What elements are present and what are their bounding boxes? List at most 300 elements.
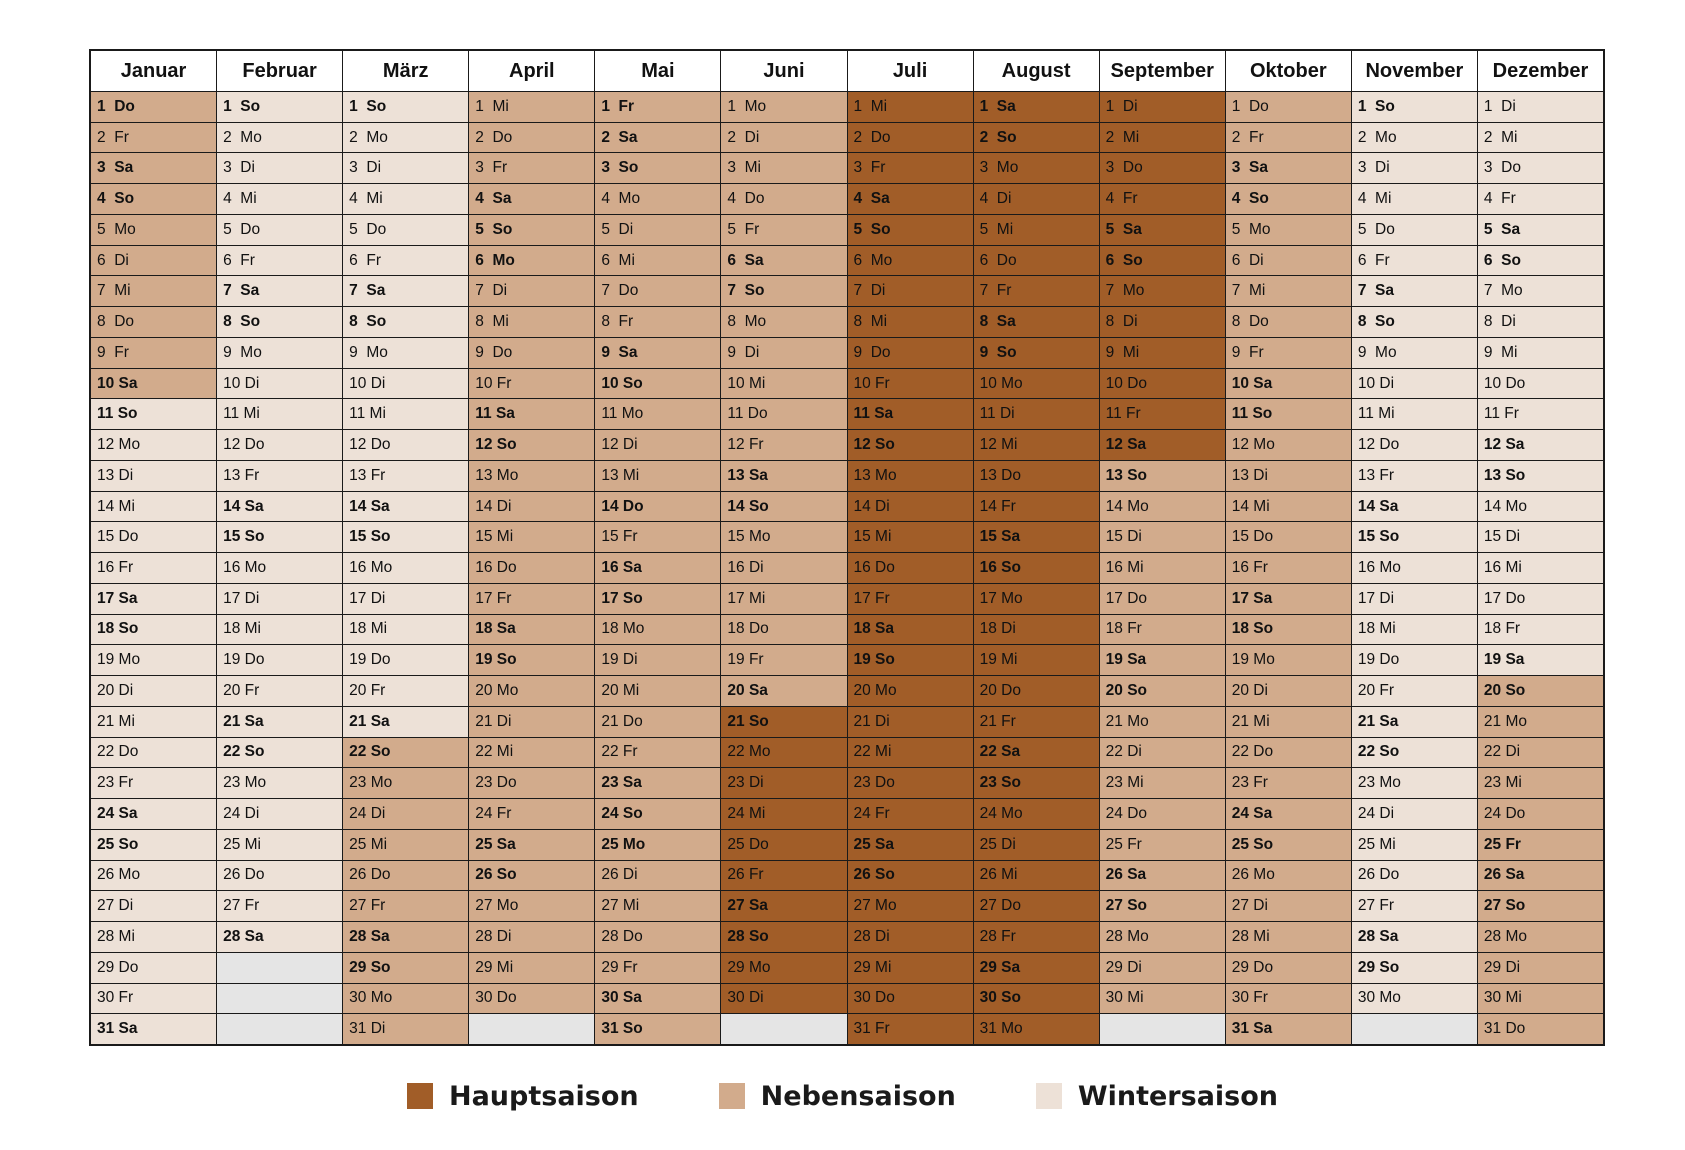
day-cell: 25 Di — [974, 830, 1099, 860]
day-cell: 9 Do — [469, 338, 594, 368]
day-cell: 25 Mi — [217, 830, 342, 860]
day-cell: 15 So — [217, 522, 342, 552]
day-cell: 30 Do — [469, 984, 594, 1014]
day-cell: 7 Sa — [217, 276, 342, 306]
day-cell: 6 Fr — [1352, 246, 1477, 276]
legend-label-wintersaison: Wintersaison — [1077, 1080, 1279, 1112]
day-cell: 9 Fr — [1226, 338, 1351, 368]
day-cell: 12 Sa — [1478, 430, 1603, 460]
legend-label-hauptsaison: Hauptsaison — [448, 1080, 639, 1112]
day-cell: 13 Fr — [217, 461, 342, 491]
day-cell: 23 Fr — [91, 768, 216, 798]
day-cell: 27 Di — [1226, 891, 1351, 921]
day-cell: 11 Do — [721, 399, 846, 429]
day-cell: 24 Sa — [91, 799, 216, 829]
day-cell: 17 Di — [343, 584, 468, 614]
day-cell: 15 Sa — [974, 522, 1099, 552]
day-cell: 1 Do — [1226, 92, 1351, 122]
day-cell: 16 Mo — [217, 553, 342, 583]
day-cell: 13 Di — [1226, 461, 1351, 491]
day-cell: 5 Do — [217, 215, 342, 245]
day-cell: 20 Fr — [217, 676, 342, 706]
day-cell: 1 Do — [91, 92, 216, 122]
day-cell: 23 Do — [469, 768, 594, 798]
day-cell: 18 Fr — [1100, 615, 1225, 645]
day-cell: 2 Do — [848, 123, 973, 153]
day-cell: 17 Do — [1100, 584, 1225, 614]
day-cell: 16 Fr — [1226, 553, 1351, 583]
day-cell: 10 Fr — [848, 369, 973, 399]
day-cell: 24 Do — [1100, 799, 1225, 829]
day-cell: 9 Mi — [1100, 338, 1225, 368]
day-cell: 23 Mi — [1478, 768, 1603, 798]
day-cell: 6 Mo — [848, 246, 973, 276]
day-cell: 22 Do — [91, 738, 216, 768]
day-cell: 3 Sa — [91, 153, 216, 183]
day-cell: 27 Mo — [469, 891, 594, 921]
day-cell: 12 Fr — [721, 430, 846, 460]
day-cell: 26 Do — [1352, 861, 1477, 891]
day-cell: 2 Mi — [1100, 123, 1225, 153]
day-cell: 19 So — [848, 645, 973, 675]
day-cell: 16 Fr — [91, 553, 216, 583]
day-cell: 14 Mo — [1478, 492, 1603, 522]
day-cell: 1 Sa — [974, 92, 1099, 122]
day-cell: 10 Sa — [1226, 369, 1351, 399]
day-cell: 31 Do — [1478, 1014, 1603, 1044]
day-cell: 14 Mi — [91, 492, 216, 522]
day-cell: 25 Mi — [1352, 830, 1477, 860]
day-cell: 22 Mi — [469, 738, 594, 768]
day-cell: 31 Sa — [91, 1014, 216, 1044]
day-cell: 7 Mi — [1226, 276, 1351, 306]
day-cell: 24 Mi — [721, 799, 846, 829]
day-cell: 28 Di — [469, 922, 594, 952]
day-cell: 11 Di — [974, 399, 1099, 429]
day-cell: 30 Mi — [1478, 984, 1603, 1014]
day-cell: 26 Do — [343, 861, 468, 891]
day-cell: 28 Fr — [974, 922, 1099, 952]
day-cell: 6 Sa — [721, 246, 846, 276]
day-cell: 16 Di — [721, 553, 846, 583]
day-cell: 15 Do — [1226, 522, 1351, 552]
empty-cell — [1100, 1014, 1225, 1044]
day-cell: 9 Fr — [91, 338, 216, 368]
day-cell: 14 Sa — [343, 492, 468, 522]
day-cell: 22 Mo — [721, 738, 846, 768]
day-cell: 18 Mi — [343, 615, 468, 645]
day-cell: 14 Fr — [974, 492, 1099, 522]
day-cell: 23 Fr — [1226, 768, 1351, 798]
day-cell: 25 Do — [721, 830, 846, 860]
day-cell: 16 So — [974, 553, 1099, 583]
day-cell: 27 Do — [974, 891, 1099, 921]
day-cell: 31 Fr — [848, 1014, 973, 1044]
day-cell: 26 So — [469, 861, 594, 891]
day-cell: 26 So — [848, 861, 973, 891]
day-cell: 11 Mi — [343, 399, 468, 429]
day-cell: 4 So — [91, 184, 216, 214]
day-cell: 10 Do — [1100, 369, 1225, 399]
day-cell: 19 Sa — [1100, 645, 1225, 675]
day-cell: 1 Mi — [848, 92, 973, 122]
day-cell: 30 Di — [721, 984, 846, 1014]
day-cell: 26 Sa — [1478, 861, 1603, 891]
empty-cell — [721, 1014, 846, 1044]
day-cell: 6 Di — [1226, 246, 1351, 276]
legend-item-hauptsaison — [407, 1081, 639, 1112]
day-cell: 26 Fr — [721, 861, 846, 891]
day-cell: 29 Do — [91, 953, 216, 983]
day-cell: 11 Mo — [595, 399, 720, 429]
day-cell: 20 Mi — [595, 676, 720, 706]
day-cell: 14 Di — [469, 492, 594, 522]
day-cell: 14 Do — [595, 492, 720, 522]
day-cell: 21 Sa — [1352, 707, 1477, 737]
day-cell: 28 Sa — [217, 922, 342, 952]
day-cell: 31 Di — [343, 1014, 468, 1044]
day-cell: 4 Mi — [1352, 184, 1477, 214]
legend-swatch-hauptsaison — [407, 1083, 433, 1109]
day-cell: 23 So — [974, 768, 1099, 798]
day-cell: 28 Di — [848, 922, 973, 952]
day-cell: 16 Mo — [343, 553, 468, 583]
day-cell: 2 Sa — [595, 123, 720, 153]
empty-cell — [217, 953, 342, 983]
day-cell: 31 Mo — [974, 1014, 1099, 1044]
day-cell: 4 Sa — [469, 184, 594, 214]
day-cell: 9 Mo — [343, 338, 468, 368]
day-cell: 17 Mi — [721, 584, 846, 614]
month-header: November — [1352, 51, 1477, 91]
day-cell: 13 Sa — [721, 461, 846, 491]
season-legend — [0, 1075, 1685, 1117]
day-cell: 10 Sa — [91, 369, 216, 399]
day-cell: 11 Fr — [1100, 399, 1225, 429]
day-cell: 19 Sa — [1478, 645, 1603, 675]
day-cell: 6 Fr — [343, 246, 468, 276]
day-cell: 10 Di — [343, 369, 468, 399]
day-cell: 24 Sa — [1226, 799, 1351, 829]
day-cell: 25 So — [1226, 830, 1351, 860]
day-cell: 21 Sa — [217, 707, 342, 737]
day-cell: 19 Mo — [91, 645, 216, 675]
day-cell: 12 Mi — [974, 430, 1099, 460]
day-cell: 9 Mi — [1478, 338, 1603, 368]
day-cell: 5 Mo — [1226, 215, 1351, 245]
day-cell: 30 Mo — [343, 984, 468, 1014]
day-cell: 10 Fr — [469, 369, 594, 399]
day-cell: 15 Di — [1100, 522, 1225, 552]
day-cell: 27 Di — [91, 891, 216, 921]
day-cell: 16 Mo — [1352, 553, 1477, 583]
day-cell: 27 Sa — [721, 891, 846, 921]
day-cell: 13 So — [1478, 461, 1603, 491]
day-cell: 28 Mi — [91, 922, 216, 952]
day-cell: 28 Sa — [1352, 922, 1477, 952]
day-cell: 19 Fr — [721, 645, 846, 675]
day-cell: 12 So — [848, 430, 973, 460]
day-cell: 15 So — [1352, 522, 1477, 552]
day-cell: 5 Sa — [1100, 215, 1225, 245]
day-cell: 22 So — [217, 738, 342, 768]
legend-label-nebensaison: Nebensaison — [760, 1080, 956, 1112]
day-cell: 29 Do — [1226, 953, 1351, 983]
day-cell: 7 Mo — [1478, 276, 1603, 306]
day-cell: 23 Sa — [595, 768, 720, 798]
day-cell: 1 Mi — [469, 92, 594, 122]
day-cell: 5 Sa — [1478, 215, 1603, 245]
day-cell: 13 Di — [91, 461, 216, 491]
day-cell: 7 Fr — [974, 276, 1099, 306]
day-cell: 3 Sa — [1226, 153, 1351, 183]
day-cell: 28 Mo — [1478, 922, 1603, 952]
month-header: September — [1100, 51, 1225, 91]
day-cell: 4 Di — [974, 184, 1099, 214]
day-cell: 24 Di — [343, 799, 468, 829]
day-cell: 19 So — [469, 645, 594, 675]
day-cell: 13 Fr — [1352, 461, 1477, 491]
day-cell: 28 Mo — [1100, 922, 1225, 952]
day-cell: 7 Sa — [343, 276, 468, 306]
day-cell: 14 Sa — [217, 492, 342, 522]
day-cell: 29 So — [1352, 953, 1477, 983]
day-cell: 5 Do — [1352, 215, 1477, 245]
day-cell: 26 Mo — [1226, 861, 1351, 891]
day-cell: 25 So — [91, 830, 216, 860]
day-cell: 27 Fr — [217, 891, 342, 921]
day-cell: 4 Fr — [1100, 184, 1225, 214]
day-cell: 11 Fr — [1478, 399, 1603, 429]
day-cell: 3 Di — [343, 153, 468, 183]
day-cell: 21 Sa — [343, 707, 468, 737]
day-cell: 19 Do — [1352, 645, 1477, 675]
day-cell: 4 Fr — [1478, 184, 1603, 214]
day-cell: 24 Do — [1478, 799, 1603, 829]
day-cell: 17 Sa — [91, 584, 216, 614]
day-cell: 11 Mi — [1352, 399, 1477, 429]
day-cell: 14 Di — [848, 492, 973, 522]
day-cell: 22 Sa — [974, 738, 1099, 768]
day-cell: 10 So — [595, 369, 720, 399]
day-cell: 22 Do — [1226, 738, 1351, 768]
day-cell: 17 Di — [217, 584, 342, 614]
day-cell: 15 So — [343, 522, 468, 552]
day-cell: 29 Mi — [848, 953, 973, 983]
day-cell: 24 Fr — [469, 799, 594, 829]
day-cell: 6 Mo — [469, 246, 594, 276]
day-cell: 31 So — [595, 1014, 720, 1044]
day-cell: 2 Fr — [1226, 123, 1351, 153]
day-cell: 8 Do — [91, 307, 216, 337]
day-cell: 23 Mo — [1352, 768, 1477, 798]
day-cell: 25 Mo — [595, 830, 720, 860]
day-cell: 22 Fr — [595, 738, 720, 768]
day-cell: 12 Do — [1352, 430, 1477, 460]
month-header: Oktober — [1226, 51, 1351, 91]
day-cell: 6 So — [1100, 246, 1225, 276]
day-cell: 15 Fr — [595, 522, 720, 552]
day-cell: 12 Do — [343, 430, 468, 460]
day-cell: 29 Fr — [595, 953, 720, 983]
day-cell: 18 Mi — [1352, 615, 1477, 645]
day-cell: 20 So — [1478, 676, 1603, 706]
day-cell: 8 Mi — [848, 307, 973, 337]
day-cell: 20 Di — [91, 676, 216, 706]
day-cell: 21 Mo — [1100, 707, 1225, 737]
legend-item-wintersaison — [1036, 1081, 1278, 1112]
day-cell: 12 Di — [595, 430, 720, 460]
day-cell: 22 So — [343, 738, 468, 768]
day-cell: 2 Mo — [343, 123, 468, 153]
day-cell: 30 Fr — [1226, 984, 1351, 1014]
day-cell: 12 Mo — [1226, 430, 1351, 460]
month-header: April — [469, 51, 594, 91]
day-cell: 18 Fr — [1478, 615, 1603, 645]
day-cell: 13 Fr — [343, 461, 468, 491]
day-cell: 13 So — [1100, 461, 1225, 491]
day-cell: 21 Mi — [91, 707, 216, 737]
day-cell: 28 Do — [595, 922, 720, 952]
day-cell: 18 Sa — [848, 615, 973, 645]
day-cell: 12 So — [469, 430, 594, 460]
day-cell: 29 Di — [1478, 953, 1603, 983]
day-cell: 30 So — [974, 984, 1099, 1014]
day-cell: 23 Mo — [343, 768, 468, 798]
day-cell: 25 Sa — [469, 830, 594, 860]
day-cell: 22 Mi — [848, 738, 973, 768]
day-cell: 3 Fr — [469, 153, 594, 183]
day-cell: 26 Mi — [974, 861, 1099, 891]
day-cell: 9 Mo — [1352, 338, 1477, 368]
day-cell: 4 Mi — [343, 184, 468, 214]
day-cell: 6 Fr — [217, 246, 342, 276]
season-calendar — [89, 49, 1605, 1046]
day-cell: 8 Fr — [595, 307, 720, 337]
day-cell: 8 Di — [1478, 307, 1603, 337]
day-cell: 23 Do — [848, 768, 973, 798]
day-cell: 14 So — [721, 492, 846, 522]
day-cell: 10 Mo — [974, 369, 1099, 399]
day-cell: 16 Mi — [1100, 553, 1225, 583]
day-cell: 25 Fr — [1100, 830, 1225, 860]
day-cell: 21 So — [721, 707, 846, 737]
day-cell: 27 Mo — [848, 891, 973, 921]
day-cell: 2 Mi — [1478, 123, 1603, 153]
day-cell: 16 Do — [848, 553, 973, 583]
day-cell: 20 Di — [1226, 676, 1351, 706]
day-cell: 2 Mo — [1352, 123, 1477, 153]
day-cell: 20 Do — [974, 676, 1099, 706]
day-cell: 5 Do — [343, 215, 468, 245]
day-cell: 14 Mo — [1100, 492, 1225, 522]
day-cell: 30 Mo — [1352, 984, 1477, 1014]
day-cell: 30 Sa — [595, 984, 720, 1014]
day-cell: 18 Sa — [469, 615, 594, 645]
day-cell: 25 Mi — [343, 830, 468, 860]
day-cell: 29 Mo — [721, 953, 846, 983]
day-cell: 21 Di — [848, 707, 973, 737]
day-cell: 2 Di — [721, 123, 846, 153]
day-cell: 28 So — [721, 922, 846, 952]
day-cell: 8 Mo — [721, 307, 846, 337]
day-cell: 18 Mo — [595, 615, 720, 645]
day-cell: 4 Sa — [848, 184, 973, 214]
empty-cell — [1352, 1014, 1477, 1044]
month-header: März — [343, 51, 468, 91]
day-cell: 3 Do — [1100, 153, 1225, 183]
day-cell: 16 Sa — [595, 553, 720, 583]
day-cell: 24 Di — [1352, 799, 1477, 829]
day-cell: 5 Mi — [974, 215, 1099, 245]
day-cell: 17 Fr — [848, 584, 973, 614]
day-cell: 11 Sa — [469, 399, 594, 429]
day-cell: 18 So — [91, 615, 216, 645]
day-cell: 15 Mi — [469, 522, 594, 552]
day-cell: 5 So — [848, 215, 973, 245]
day-cell: 6 Di — [91, 246, 216, 276]
day-cell: 26 Do — [217, 861, 342, 891]
day-cell: 1 So — [217, 92, 342, 122]
day-cell: 7 Mo — [1100, 276, 1225, 306]
day-cell: 8 Do — [1226, 307, 1351, 337]
day-cell: 5 Di — [595, 215, 720, 245]
day-cell: 3 Do — [1478, 153, 1603, 183]
day-cell: 8 So — [1352, 307, 1477, 337]
day-cell: 7 Sa — [1352, 276, 1477, 306]
day-cell: 30 Fr — [91, 984, 216, 1014]
day-cell: 15 Mo — [721, 522, 846, 552]
day-cell: 12 Do — [217, 430, 342, 460]
day-cell: 28 Sa — [343, 922, 468, 952]
day-cell: 12 Mo — [91, 430, 216, 460]
day-cell: 3 Mi — [721, 153, 846, 183]
day-cell: 24 Di — [217, 799, 342, 829]
day-cell: 10 Di — [217, 369, 342, 399]
day-cell: 3 Fr — [848, 153, 973, 183]
day-cell: 1 Di — [1478, 92, 1603, 122]
legend-swatch-nebensaison — [719, 1083, 745, 1109]
day-cell: 16 Mi — [1478, 553, 1603, 583]
day-cell: 14 Mi — [1226, 492, 1351, 522]
day-cell: 3 So — [595, 153, 720, 183]
day-cell: 22 Di — [1478, 738, 1603, 768]
day-cell: 8 Di — [1100, 307, 1225, 337]
day-cell: 7 Do — [595, 276, 720, 306]
month-header: Januar — [91, 51, 216, 91]
day-cell: 5 Mo — [91, 215, 216, 245]
day-cell: 31 Sa — [1226, 1014, 1351, 1044]
day-cell: 29 Mi — [469, 953, 594, 983]
day-cell: 1 So — [1352, 92, 1477, 122]
day-cell: 19 Do — [217, 645, 342, 675]
day-cell: 27 So — [1478, 891, 1603, 921]
day-cell: 20 Fr — [1352, 676, 1477, 706]
day-cell: 19 Mo — [1226, 645, 1351, 675]
day-cell: 19 Di — [595, 645, 720, 675]
day-cell: 3 Mo — [974, 153, 1099, 183]
day-cell: 9 Mo — [217, 338, 342, 368]
day-cell: 16 Do — [469, 553, 594, 583]
day-cell: 10 Mi — [721, 369, 846, 399]
day-cell: 5 Fr — [721, 215, 846, 245]
day-cell: 7 Di — [848, 276, 973, 306]
day-cell: 4 Mi — [217, 184, 342, 214]
day-cell: 21 Fr — [974, 707, 1099, 737]
day-cell: 21 Mi — [1226, 707, 1351, 737]
day-cell: 17 Di — [1352, 584, 1477, 614]
day-cell: 15 Do — [91, 522, 216, 552]
